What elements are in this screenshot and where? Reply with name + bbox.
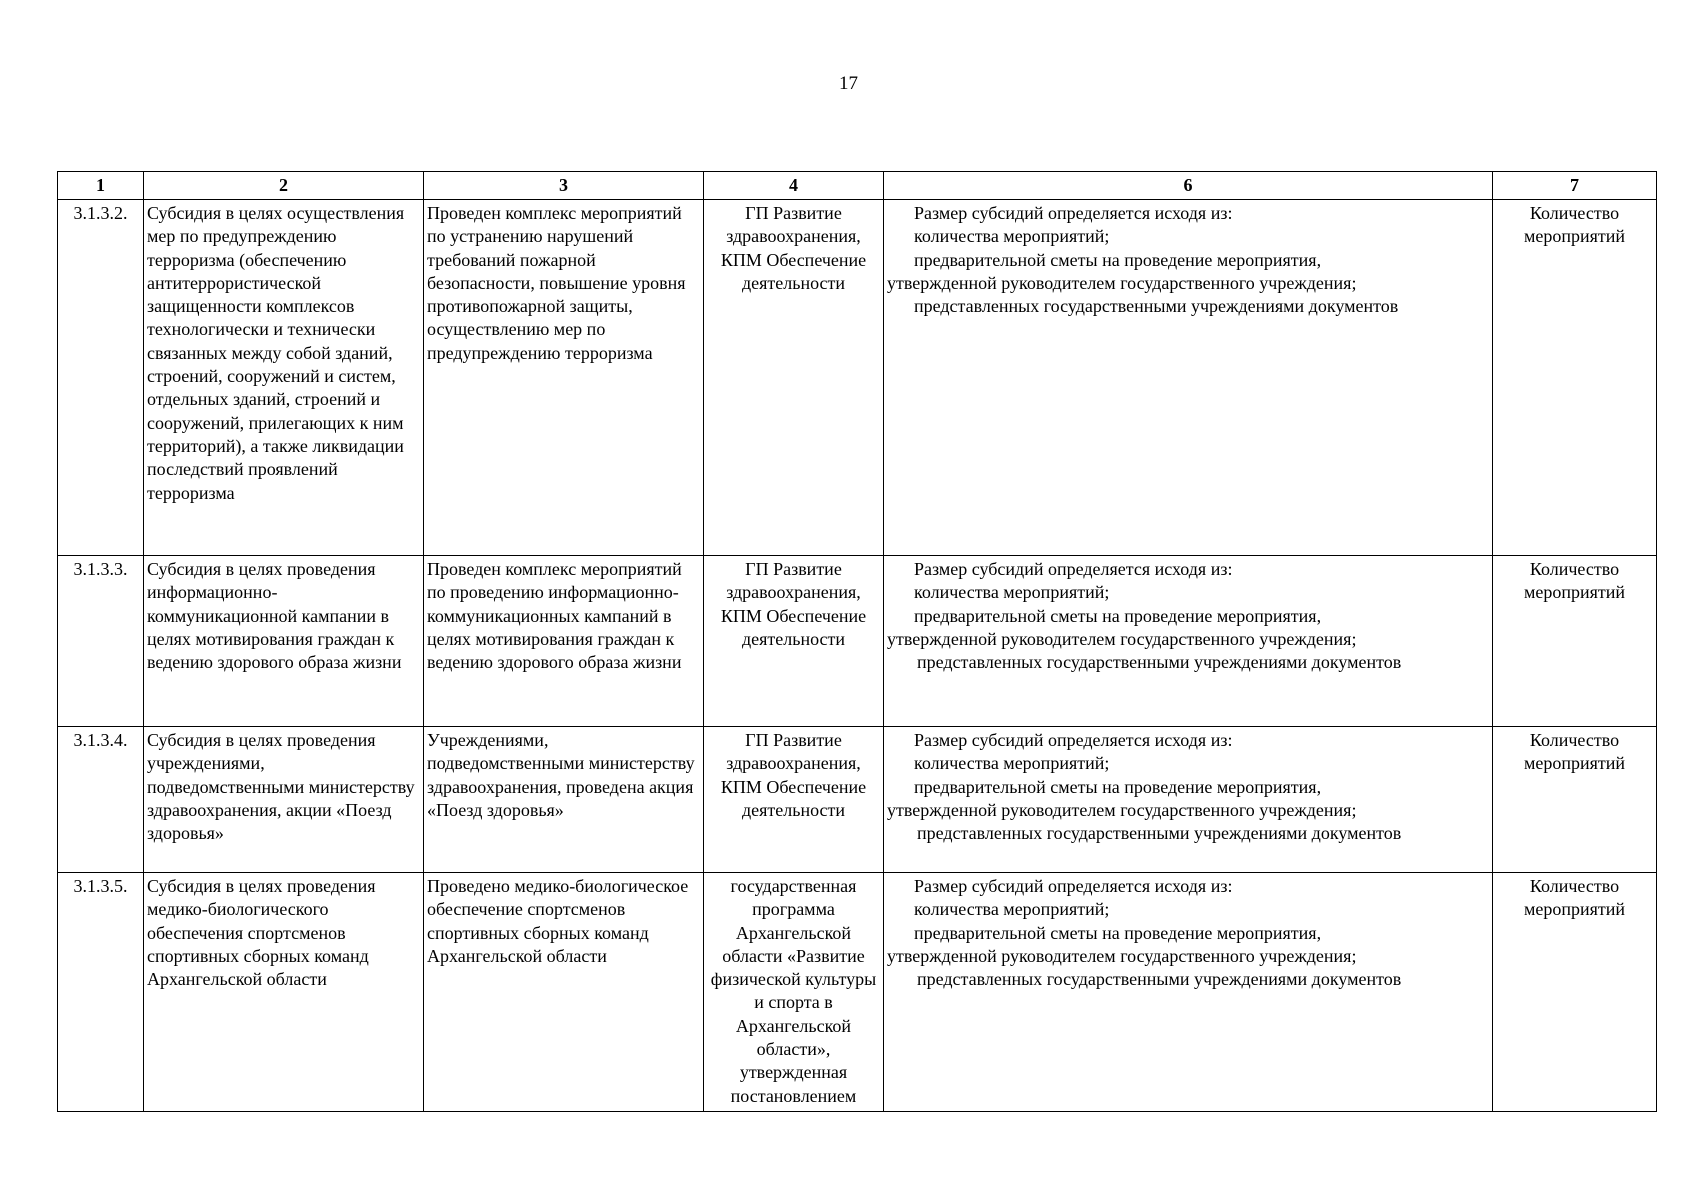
subsidy-table: [57, 171, 1657, 1112]
method-line: количества мероприятий;: [914, 226, 1110, 247]
subsidy-name: Субсидия в целях проведения медико-биологического обеспечения спортсменов спортивных сборных команд Архангельской области: [144, 873, 424, 1112]
method-line: предварительной сметы на проведение мероприятия,: [914, 776, 1322, 797]
method-line: предварительной сметы на проведение мероприятия,: [914, 922, 1322, 943]
page-number: 17: [839, 73, 858, 94]
subsidy-name: Субсидия в целях проведения учреждениями, подведомственными министерству здравоохранения, акции «Поезд здоровья»: [144, 727, 424, 873]
method-line: количества мероприятий;: [914, 753, 1110, 774]
method-line: Размер субсидий определяется исходя из:: [914, 730, 1233, 750]
method-line: Размер субсидий определяется исходя из:: [914, 203, 1233, 223]
method-line: представленных государственными учреждениями документов: [914, 296, 1399, 317]
row-number: 3.1.3.4.: [58, 727, 144, 873]
method-line: Размер субсидий определяется исходя из:: [914, 559, 1233, 579]
method-line: утвержденной руководителем государственного учреждения;: [887, 272, 1357, 293]
indicator: Количество мероприятий: [1493, 873, 1657, 1112]
method-line: Размер субсидий определяется исходя из:: [914, 876, 1233, 896]
subsidy-name: Субсидия в целях проведения информационно-коммуникационной кампании в целях мотивирования граждан к ведению здорового образа жизни: [144, 556, 424, 727]
expected-result: Проведен комплекс мероприятий по проведению информационно-коммуникационных кампаний в целях мотивирования граждан к ведению здорового образа жизни: [424, 556, 704, 727]
method-line: представленных государственными учреждениями документов: [917, 652, 1402, 673]
table-header-row: [58, 172, 1657, 200]
method-line: утвержденной руководителем государственного учреждения;: [887, 628, 1357, 649]
table-row: [58, 873, 1657, 1112]
method-line: представленных государственными учреждениями документов: [917, 823, 1402, 844]
table-row: [58, 556, 1657, 727]
method-line: предварительной сметы на проведение мероприятия,: [914, 605, 1322, 626]
method-line: количества мероприятий;: [914, 899, 1110, 920]
method-line: утвержденной руководителем государственного учреждения;: [887, 945, 1357, 966]
indicator: Количество мероприятий: [1493, 200, 1657, 556]
calculation-method: [884, 873, 1493, 1112]
program-reference: ГП Развитие здравоохранения, КПМ Обеспечение деятельности: [704, 556, 884, 727]
column-header: 2: [144, 172, 424, 200]
program-reference: ГП Развитие здравоохранения, КПМ Обеспечение деятельности: [704, 200, 884, 556]
method-line: предварительной сметы на проведение мероприятия,: [914, 249, 1322, 270]
indicator: Количество мероприятий: [1493, 556, 1657, 727]
expected-result: Проведен комплекс мероприятий по устранению нарушений требований пожарной безопасности, повышение уровня противопожарной защиты, осуществлению мер по предупреждению терроризма: [424, 200, 704, 556]
expected-result: Проведено медико-биологическое обеспечение спортсменов спортивных сборных команд Архангельской области: [424, 873, 704, 1112]
program-reference: ГП Развитие здравоохранения, КПМ Обеспечение деятельности: [704, 727, 884, 873]
column-header: 7: [1493, 172, 1657, 200]
expected-result: Учреждениями, подведомственными министерству здравоохранения, проведена акция «Поезд здоровья»: [424, 727, 704, 873]
method-line: количества мероприятий;: [914, 582, 1110, 603]
calculation-method: [884, 556, 1493, 727]
method-line: утвержденной руководителем государственного учреждения;: [887, 799, 1357, 820]
table-row: [58, 200, 1657, 556]
calculation-method: [884, 727, 1493, 873]
column-header: 4: [704, 172, 884, 200]
method-line: представленных государственными учреждениями документов: [917, 969, 1402, 990]
column-header: 3: [424, 172, 704, 200]
table-row: [58, 727, 1657, 873]
program-reference: государственная программа Архангельской области «Развитие физической культуры и спорта в Архангельской области», утвержденная постановлением: [704, 873, 884, 1112]
indicator: Количество мероприятий: [1493, 727, 1657, 873]
calculation-method: [884, 200, 1493, 556]
subsidy-name: Субсидия в целях осуществления мер по предупреждению терроризма (обеспечению антитеррористической защищенности комплексов технологически и технически связанных между собой зданий, строений, сооружений и систем, отдельных зданий, строений и сооружений, прилегающих к ним территорий), а также ликвидации последствий проявлений терроризма: [144, 200, 424, 556]
column-header: 1: [58, 172, 144, 200]
row-number: 3.1.3.3.: [58, 556, 144, 727]
row-number: 3.1.3.2.: [58, 200, 144, 556]
row-number: 3.1.3.5.: [58, 873, 144, 1112]
column-header: 6: [884, 172, 1493, 200]
